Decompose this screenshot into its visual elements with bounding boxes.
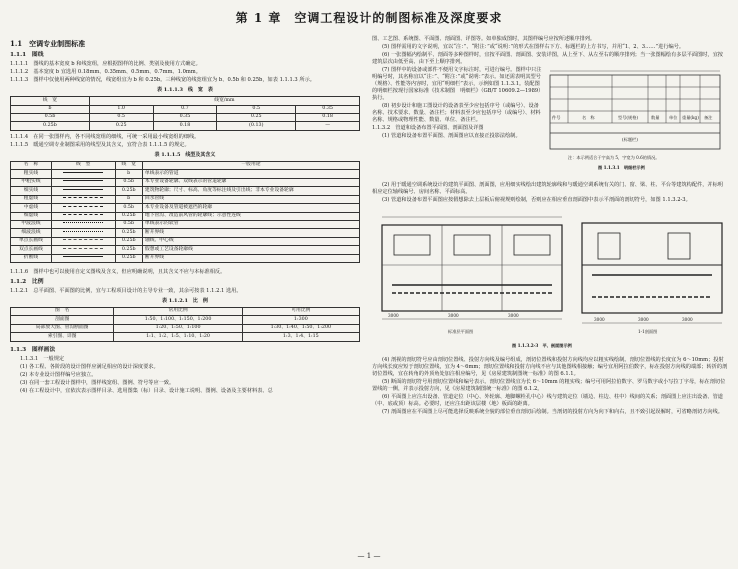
- table-row: [11, 187, 360, 195]
- paragraph: (6) 一张图幅内绘制平、剖面等多种图样时，宜按平面图、剖面图、安装详图，从上至下、从左至右的顺序排列；当一张图幅绘有多层平面图时，宜按建筑层次由低至高、由下至上顺序排列。: [372, 52, 723, 66]
- table-cell: 1:3、1:4、1:15: [242, 333, 359, 341]
- section-heading: 1.1 空调专业制图标准: [10, 39, 86, 48]
- paragraph: 1.1.2.1 总平面图、平面图的比例，宜与工程项目设计的主导专业一致，其余可按表 1.1.2.1 选用。: [10, 288, 242, 295]
- paragraph: (8) 初步设计和施工图设计的设备表至少应包括序号（或编号）、设备名称、技术要求、数量、备注栏；材料表至少应包括序号（或编号）、材料名称、规格或物理性能、数量、单位、备注栏。: [372, 103, 541, 124]
- line-sample: [51, 229, 115, 237]
- table-header: 线宽/mm: [89, 97, 359, 105]
- table-cell: 单线表示的管道: [142, 170, 359, 178]
- paragraph: 1.1.1.4 在同一张图样内，各不同线宽组的细线，可统一采用最小线宽组的细线。: [10, 133, 200, 140]
- table-cell: 1:20、1:50、1:100: [114, 324, 242, 332]
- table-cell: 0.25: [217, 113, 296, 121]
- table-header: 线 宽: [11, 97, 90, 105]
- figure-caption: 图 1.1.3.1 明细栏示例: [598, 165, 645, 171]
- line-style-icon: [63, 214, 103, 215]
- scale-table: [10, 307, 360, 342]
- table-cell: 1.0: [89, 105, 153, 113]
- column-label: 型号(规格): [618, 115, 639, 121]
- title-block-label: (标题栏): [622, 137, 638, 143]
- table-cell: 本专业设备轮廓、双线表示的管道轮廓: [142, 178, 359, 186]
- column-label: 件号: [552, 115, 561, 121]
- dimension-label: 3000: [508, 313, 519, 319]
- paragraph: (6) 平面图上应注出设备、管道定位（中心、外轮廓、地脚螺栓孔中心）线与建筑定位（墙边、柱边、柱中）线间的关系；剖面图上应注出设备、管道（中、底或顶）标高。必要时，还应注出距该层楼（地）板面的距离。: [372, 394, 723, 408]
- drawing-label: 1-1剖面图: [638, 329, 658, 335]
- table-header: 线 型: [51, 161, 115, 169]
- table-cell: 中虚线: [11, 204, 52, 212]
- list-item: (4) 在工程设计中，宜依次表示图样目录、选用图集（标）目录、设计施工说明、图例、设备及主要材料表、总: [20, 387, 273, 394]
- table-cell: 假想或工艺设备轮廓线: [142, 246, 359, 254]
- table-cell: 回水管线: [142, 195, 359, 203]
- subsection-heading: 1.1.1 图线: [10, 52, 44, 59]
- table-row: [11, 229, 360, 237]
- table-caption: 表 1.1.2.1 比 例: [162, 298, 208, 305]
- table-cell: 1:50、1:100、1:150、1:200: [114, 316, 242, 324]
- paragraph: (7) 剖面图应在平面图上尽可能选择反映系统全貌的部位垂直剖切后绘制。当剖切的投射方向为向下和向右，且不致引起误解时，可省略剖切方向线。: [382, 409, 723, 416]
- table-cell: 0.5b: [115, 178, 142, 186]
- table-cell: b: [115, 170, 142, 178]
- table-cell: —: [296, 122, 360, 130]
- paragraph: (7) 图样中的设备或部件不便用文字标注时，可进行编号。图样中只注明编号时，其名称宜以“注：”、“附注：”或“说明：”表示。如还需表明其型号（规格）、性能等内容时，宜用“明细栏”表示，示例如图 1.1.3.1。装配图的明细栏按现行国家标准《技术制图 明细栏》（GB/T 10609.2—1989）执行。: [372, 67, 542, 102]
- table-cell: 0.5b: [115, 220, 142, 228]
- table-cell: 局部放大图、管沟断面图: [11, 324, 114, 332]
- table-cell: 0.25b: [115, 212, 142, 220]
- plan-section-figure: [372, 205, 728, 357]
- paragraph: 1.1.1.5 暖通空调专业制图采用的线型及其含义，宜符合表 1.1.1.5 的规定。: [10, 141, 190, 148]
- table-cell: 粗虚线: [11, 195, 52, 203]
- line-sample: [51, 254, 115, 262]
- paragraph: (5) 图样需用的文字说明，宜以“注：”、“附注：”或“说明：”的形式在图样右下方、标题栏的上方书写，并用“1、2、3……”进行编号。: [382, 44, 685, 51]
- dimension-label: 3000: [682, 317, 693, 323]
- table-cell: 剖面图: [11, 316, 114, 324]
- line-style-icon: [63, 206, 103, 207]
- table-cell: 0.25b: [115, 229, 142, 237]
- line-style-icon: [63, 248, 103, 249]
- paragraph: 1.1.1.6 图样中也可以使用自定义图线及含义，但应明确说明，且其含义不应与本标准相反。: [10, 269, 226, 276]
- paragraph: (2) 用于暖通空调系统设计的建筑平面图、剖面图，应用细实线绘出建筑轮廓线和与暖通空调系统有关的门、窗、梁、柱、平台等建筑构配件，并标明相应定位轴线编号、房间名称、平面标高。: [372, 182, 723, 196]
- table-cell: b: [115, 195, 142, 203]
- line-sample: [51, 170, 115, 178]
- line-style-icon: [63, 256, 103, 257]
- table-row: [11, 178, 360, 186]
- line-style-icon: [63, 231, 103, 232]
- table-cell: 1:30、1:40、1:50、1:200: [242, 324, 359, 332]
- figure-caption: 图 1.1.3.2-3 平、剖面图示例: [512, 343, 572, 349]
- table-cell: 1:300: [242, 316, 359, 324]
- paragraph: (1) 管道和设备布置平面图、剖面图应以直接正投影法绘制。: [382, 133, 521, 140]
- paragraph: 1.1.3.2 管道和设备布置平面图、剖面图及详图: [372, 125, 484, 132]
- line-style-icon: [63, 172, 103, 173]
- paragraph: 1.1.3.1 一般规定: [20, 355, 65, 362]
- dimension-label: 3000: [448, 313, 459, 319]
- dimension-label: 3000: [388, 313, 399, 319]
- column-label: 单位: [669, 115, 678, 121]
- dimension-label: 3000: [638, 317, 649, 323]
- table-cell: 1:1、1:2、1:5、1:10、1:20: [114, 333, 242, 341]
- subsection-heading: 1.1.2 比例: [10, 279, 44, 286]
- table-header: 常用比例: [114, 307, 242, 315]
- table-cell: 轴线、中心线: [142, 237, 359, 245]
- subsection-heading: 1.1.3 图样画法: [10, 346, 56, 353]
- paragraph: (4) 剖视的剖切符号应由剖切位置线、投射方向线及编号组成，剖切位置线和投射方向线均应以粗实线绘制。剖切位置线的长度宜为 6～10mm；投射方向线长度应短于剖切位置线，宜为 4～6mm；剖切位置线和投射方向线不应与其他图线相接触；编号宜用阿拉伯数字，标在投射方向线的端部；转折的剖切位置线，宜在转角的外顶角处加注相应编号，见《房屋建筑制图统一标准》的图 6.1.1。: [372, 357, 728, 378]
- table-cell: 细实线: [11, 187, 52, 195]
- table-cell: 细波浪线: [11, 229, 52, 237]
- table-cell: 0.35: [153, 113, 217, 121]
- paragraph: 图、工艺图、系统图、平面图、剖面图、详图等。如单独成图时，其图样编号应按所述顺序排列。: [372, 36, 596, 42]
- column-label: 名 称: [582, 115, 595, 121]
- schedule-figure: [548, 67, 728, 182]
- list-item: (1) 各工程、各阶段的设计图样应满足相应的设计深度要求。: [20, 363, 159, 370]
- table-row: [11, 212, 360, 220]
- line-sample: [51, 212, 115, 220]
- table-cell: 0.25b: [115, 254, 142, 262]
- table-header: 线 宽: [115, 161, 142, 169]
- table-row: [11, 254, 360, 262]
- table-header: 一般用途: [142, 161, 359, 169]
- table-cell: 中波浪线: [11, 220, 52, 228]
- table-cell: 双点长画线: [11, 246, 52, 254]
- paragraph: (3) 管道和设备布置平面图应按假想除去上层板后俯视规则绘制，否则应在相应垂直剖面图中表示平剖面的剖切符号，如图 1.1.3.2-3。: [382, 197, 691, 204]
- table-cell: 0.5b: [115, 204, 142, 212]
- drawing-label: 标准层平面图: [448, 329, 474, 335]
- table-cell: 单点长画线: [11, 237, 52, 245]
- table-cell: 0.7: [153, 105, 217, 113]
- chapter-title: 第 1 章 空调工程设计的制图标准及深度要求: [235, 11, 503, 25]
- schedule-drawing: [548, 67, 728, 179]
- line-style-icon: [63, 197, 103, 198]
- table-cell: 0.25b: [11, 122, 90, 130]
- paragraph: 1.1.1.2 基本宽度 b 宜选用 0.18mm、0.35mm、0.5mm、0.7mm、1.0mm。: [10, 69, 201, 76]
- table-cell: 0.25b: [115, 237, 142, 245]
- table-cell: 粗实线: [11, 170, 52, 178]
- table-row: [11, 237, 360, 245]
- plan-section-drawing: [372, 205, 728, 345]
- table-row: [11, 246, 360, 254]
- line-style-icon: [63, 189, 103, 190]
- table-row: [11, 170, 360, 178]
- column-label: 重量(kg): [682, 115, 699, 121]
- line-type-table: [10, 161, 360, 264]
- right-column: [372, 36, 728, 417]
- table-cell: 地下管沟、改造前风管的轮廓线；示意性连线: [142, 212, 359, 220]
- table-cell: b: [11, 105, 90, 113]
- figure-note: 注：本示例适合于字高为 5，字宽为 0.6的情况。: [568, 155, 660, 161]
- line-sample: [51, 178, 115, 186]
- line-sample: [51, 187, 115, 195]
- page-number: — 1 —: [357, 552, 381, 560]
- dimension-label: 3000: [594, 317, 605, 323]
- line-sample: [51, 237, 115, 245]
- table-cell: 断开界线: [142, 229, 359, 237]
- column-label: 备注: [704, 115, 713, 121]
- paragraph: (5) 断面的剖切符号用剖切位置线和编号表示。剖切位置线宜为长 6～10mm 的粗实线；编号可用阿拉伯数字、罗马数字或小写拉丁字母，标在剖切位置线的一侧，并表示投射方向，见《房屋建筑制图统一标准》的图 6.1.2。: [372, 379, 726, 393]
- table-header: 图 名: [11, 307, 114, 315]
- table-row: [11, 220, 360, 228]
- table-cell: 0.35: [296, 105, 360, 113]
- table-cell: 0.18: [296, 113, 360, 121]
- table-cell: 0.25b: [115, 246, 142, 254]
- column-label: 数量: [651, 115, 660, 121]
- list-item: (3) 在同一套工程设计图样中，图样线宽组、图例、符号等应一致。: [20, 379, 175, 386]
- line-sample: [51, 204, 115, 212]
- table-cell: 细虚线: [11, 212, 52, 220]
- paragraph: 1.1.1.1 图线的基本宽度 b 和线宽组，应根据图样的比例、类别及使用方式确定。: [10, 61, 201, 68]
- table-cell: 0.5: [217, 105, 296, 113]
- table-cell: 0.25: [89, 122, 153, 130]
- table-row: [11, 204, 360, 212]
- paragraph: 1.1.1.3 图样中仅使用两种线宽的情况，线宽组宜为 b 和 0.25b。三种线宽的线宽组宜为 b、0.5b 和 0.25b，如表 1.1.1.3 所示。: [10, 77, 315, 84]
- line-sample: [51, 246, 115, 254]
- table-cell: 单线表示的软管: [142, 220, 359, 228]
- table-caption: 表 1.1.1.5 线型及其含义: [154, 151, 216, 158]
- table-caption: 表 1.1.1.3 线 宽 表: [157, 87, 213, 94]
- table-cell: 0.18: [153, 122, 217, 130]
- table-cell: 中粗实线: [11, 178, 52, 186]
- table-row: [11, 195, 360, 203]
- table-cell: 建筑物轮廓；尺寸、标高、角度等标注线及引出线；非本专业设备轮廓: [142, 187, 359, 195]
- left-column: [10, 36, 360, 396]
- table-header: 可用比例: [242, 307, 359, 315]
- table-cell: 0.25b: [115, 187, 142, 195]
- table-cell: 0.5b: [11, 113, 90, 121]
- table-cell: 0.5: [89, 113, 153, 121]
- line-sample: [51, 195, 115, 203]
- table-cell: (0.13): [217, 122, 296, 130]
- table-header: 名 称: [11, 161, 52, 169]
- table-cell: 索引图、详图: [11, 333, 114, 341]
- table-cell: 本专业设备及管道被遮挡的轮廓: [142, 204, 359, 212]
- table-cell: 折断线: [11, 254, 52, 262]
- table-cell: 断开界线: [142, 254, 359, 262]
- line-sample: [51, 220, 115, 228]
- line-style-icon: [63, 239, 103, 240]
- list-item: (2) 本专业设计图样编号应独立。: [20, 371, 97, 378]
- line-width-table: [10, 96, 360, 131]
- line-style-icon: [63, 180, 103, 181]
- line-style-icon: [63, 222, 103, 223]
